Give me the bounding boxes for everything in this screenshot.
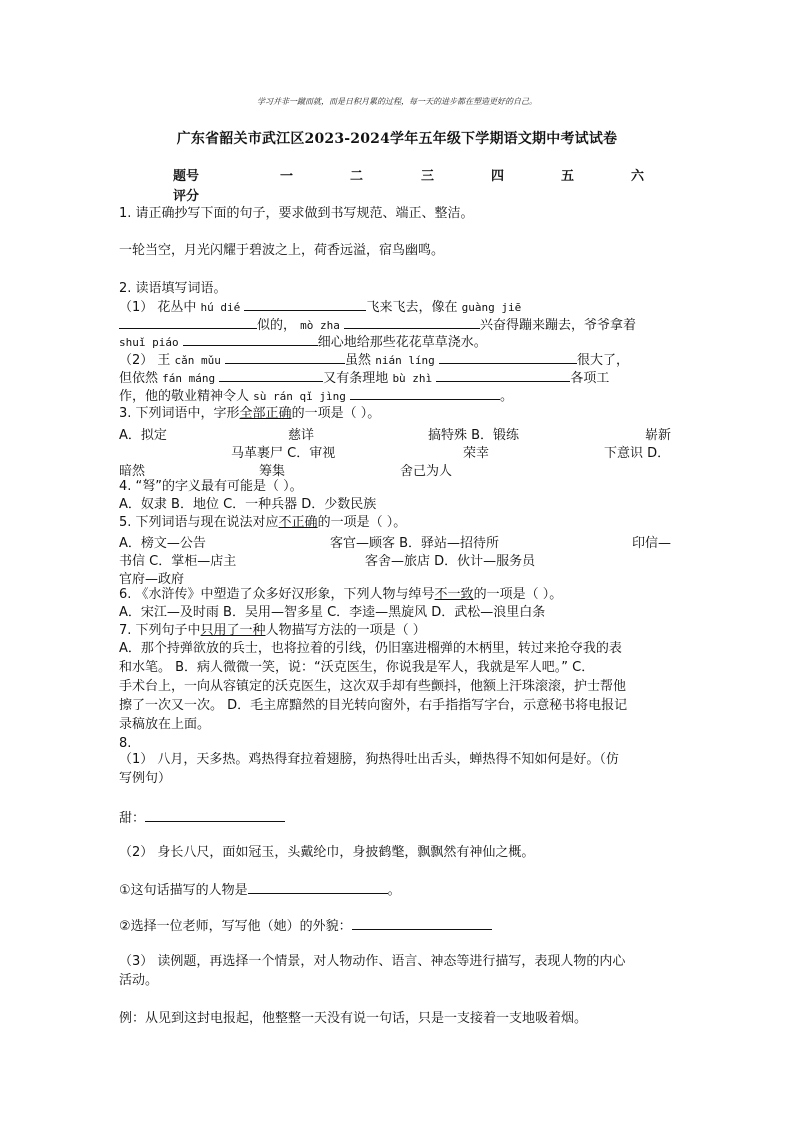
q3-stem: [119, 405, 380, 423]
answer-blank[interactable]: [436, 368, 570, 382]
score-col-2: 二: [350, 169, 364, 184]
q7-stem: [119, 622, 426, 640]
question-text: ②选择一位老师，写写他（她）的外貌：: [119, 919, 352, 934]
q2-text: 作，他的敬业精神令人: [119, 389, 250, 404]
question-text: ①这句话描写的人物是: [119, 883, 248, 898]
q8-stem: 8.: [119, 736, 132, 751]
q2-text: 兴奋得蹦来蹦去，爷爷拿着: [480, 318, 637, 333]
score-col-3: 三: [421, 169, 435, 184]
q8-part1-answer: [119, 808, 285, 828]
q2-line-1: [119, 297, 521, 317]
q3-option[interactable]: A．拟定: [119, 428, 167, 443]
q5-option: 印信—: [632, 536, 672, 551]
q8-part1-line2: 写例句）: [119, 771, 172, 786]
answer-blank[interactable]: [145, 808, 285, 822]
q3-stem-emphasis: 全部正确: [239, 406, 292, 421]
q2-text: 细心地给那些花花草草浇水。: [317, 335, 487, 350]
q8-part2: （2） 身长八尺，面如冠玉，头戴纶巾，身披鹤氅，飘飘然有神仙之概。: [119, 845, 535, 860]
q2-text: 似的，: [257, 318, 297, 333]
q7-option-line[interactable]: 手术台上，一向从容镇定的沃克医生，这次双手却有些颤抖，他额上汗珠滚滚，护士帮他: [119, 679, 627, 694]
q5-stem-emphasis: 不正确: [278, 515, 318, 530]
exam-title: 广东省韶关市武江区2023-2024学年五年级下学期语文期中考试试卷: [176, 131, 618, 147]
q5-stem-text: 5. 下列词语与现在说法对应: [119, 515, 279, 530]
answer-label: 甜：: [119, 811, 146, 826]
q4-stem: 4. “弩”的字义最有可能是（ ）。: [119, 479, 303, 494]
answer-blank[interactable]: [439, 350, 577, 364]
answer-blank[interactable]: [219, 368, 323, 382]
q2-text: 飞来飞去，像在: [366, 300, 458, 315]
q5-option[interactable]: A．榜文—公告: [119, 536, 206, 551]
q7-stem-text: 人物描写方法的一项是（ ）: [265, 623, 426, 638]
q3-stem-text: 的一项是（ ）。: [291, 406, 381, 421]
score-row-label: 题号: [173, 169, 200, 184]
q7-option-line[interactable]: A．那个持弹欲放的兵士，也将拉着的引线，仍旧塞进榴弹的木柄里，转过来抢夺我的表: [119, 641, 622, 656]
q2-text: 。: [500, 389, 514, 404]
q7-option-line[interactable]: 录稿放在上面。: [119, 717, 211, 732]
header-motto: 学习并非一蹴而就，而是日积月累的过程，每一天的进步都在塑造更好的自己。: [257, 97, 537, 106]
question-text: 。: [387, 883, 401, 898]
q8-part2-q1: [119, 880, 401, 900]
q1-sentence: 一轮当空，月光闪耀于碧波之上，荷香远溢，宿鸟幽鸣。: [119, 243, 445, 258]
q8-example: 例：从见到这封电报起，他整整一天没有说一句话，只是一支接着一支地吸着烟。: [119, 1011, 588, 1026]
q3-option: 筹集: [259, 464, 286, 479]
q2-stem: 2. 读语填写词语。: [119, 281, 227, 296]
answer-blank[interactable]: [344, 315, 480, 329]
answer-blank[interactable]: [119, 315, 257, 329]
q6-stem-text: 6. 《水浒传》中塑造了众多好汉形象，下列人物与绰号: [119, 587, 435, 602]
q7-option-line[interactable]: 和水笔。 B．病人微微一笑，说：“沃克医生，你说我是军人，我就是军人吧。” C．: [119, 660, 595, 675]
q2-text: 又有条理地: [323, 371, 389, 386]
q5-option[interactable]: 客官—顾客 B．驿站—招待所: [330, 536, 500, 551]
q2-line-6: [119, 386, 513, 406]
q7-stem-text: 7. 下列句子中: [119, 623, 201, 638]
q6-stem: [119, 586, 562, 604]
pinyin-hint: nián líng: [375, 354, 435, 367]
score-col-1: 一: [280, 169, 294, 184]
score-label: 评分: [173, 189, 200, 204]
pinyin-hint: shuǐ piáo: [119, 336, 179, 349]
answer-blank[interactable]: [225, 350, 345, 364]
score-col-6: 六: [631, 169, 645, 184]
pinyin-hint: fán máng: [162, 372, 216, 385]
q2-text: 但依然: [119, 371, 159, 386]
q5-stem: [119, 514, 406, 532]
q2-line-4: [119, 350, 629, 370]
q8-part3-line2: 活动。: [119, 973, 159, 988]
q2-text: 虽然: [345, 353, 372, 368]
q3-option: 暗然: [119, 464, 146, 479]
q3-option[interactable]: 搞特殊 B．锻练: [428, 428, 520, 443]
answer-blank[interactable]: [350, 386, 500, 400]
pinyin-hint: sù rán qǐ jìng: [253, 390, 346, 403]
q5-option[interactable]: 书信 C．掌柜—店主: [119, 554, 237, 569]
q3-stem-text: 3. 下列词语中，字形: [119, 406, 240, 421]
q6-stem-emphasis: 不一致: [434, 587, 474, 602]
score-col-5: 五: [561, 169, 575, 184]
answer-blank[interactable]: [248, 880, 388, 894]
pinyin-hint: hú dié: [200, 301, 241, 314]
score-col-4: 四: [491, 169, 505, 184]
q3-option[interactable]: 下意识 D．: [604, 446, 671, 461]
q3-option: 慈详: [288, 428, 315, 443]
q2-text: 很大了，: [576, 353, 629, 368]
q3-option[interactable]: 马革裹尸 C．审视: [231, 446, 336, 461]
q7-option-line[interactable]: 擦了一次又一次。 D．毛主席黯然的目光转向窗外，右手指指写字台，示意秘书将电报记: [119, 698, 628, 713]
pinyin-hint: mò zha: [300, 319, 340, 332]
q2-text: 各项工: [570, 371, 610, 386]
pinyin-hint: cǎn mǔu: [174, 354, 221, 367]
q2-line-3: [119, 332, 487, 352]
q8-part3-line1: （3） 读例题，再选择一个情景，对人物动作、语言、神态等进行描写，表现人物的内心: [119, 954, 626, 969]
pinyin-hint: bù zhì: [392, 372, 433, 385]
answer-blank[interactable]: [244, 297, 366, 311]
q2-text: （1） 花丛中: [119, 300, 197, 315]
q1-stem: 1. 请正确抄写下面的句子，要求做到书写规范、端正、整洁。: [119, 206, 474, 221]
q3-option: 舍己为人: [400, 464, 453, 479]
q5-option: 官府—政府: [119, 572, 185, 587]
answer-blank[interactable]: [352, 916, 492, 930]
q8-part2-q2: [119, 916, 492, 936]
q6-options[interactable]: A．宋江—及时雨 B．吴用—智多星 C．李逵—黑旋风 D．武松—浪里白条: [119, 605, 546, 620]
q6-stem-text: 的一项是（ ）。: [473, 587, 563, 602]
answer-blank[interactable]: [183, 332, 318, 346]
q5-option[interactable]: 客舍—旅店 D．伙计—服务员: [365, 554, 536, 569]
q3-option: 崭新: [645, 428, 672, 443]
pinyin-hint: guàng jiē: [461, 301, 522, 314]
q2-text: （2） 王: [119, 353, 171, 368]
q5-stem-text: 的一项是（ ）。: [317, 515, 407, 530]
q7-stem-emphasis: 只用了一种: [200, 623, 266, 638]
q8-part1-line1: （1） 八月，天多热。鸡热得耷拉着翅膀，狗热得吐出舌头，蝉热得不知如何是好。（仿: [119, 752, 619, 767]
q3-option: 荣幸: [463, 446, 490, 461]
q4-options[interactable]: A．奴隶 B．地位 C．一种兵器 D．少数民族: [119, 497, 377, 512]
q2-line-5: [119, 368, 609, 388]
